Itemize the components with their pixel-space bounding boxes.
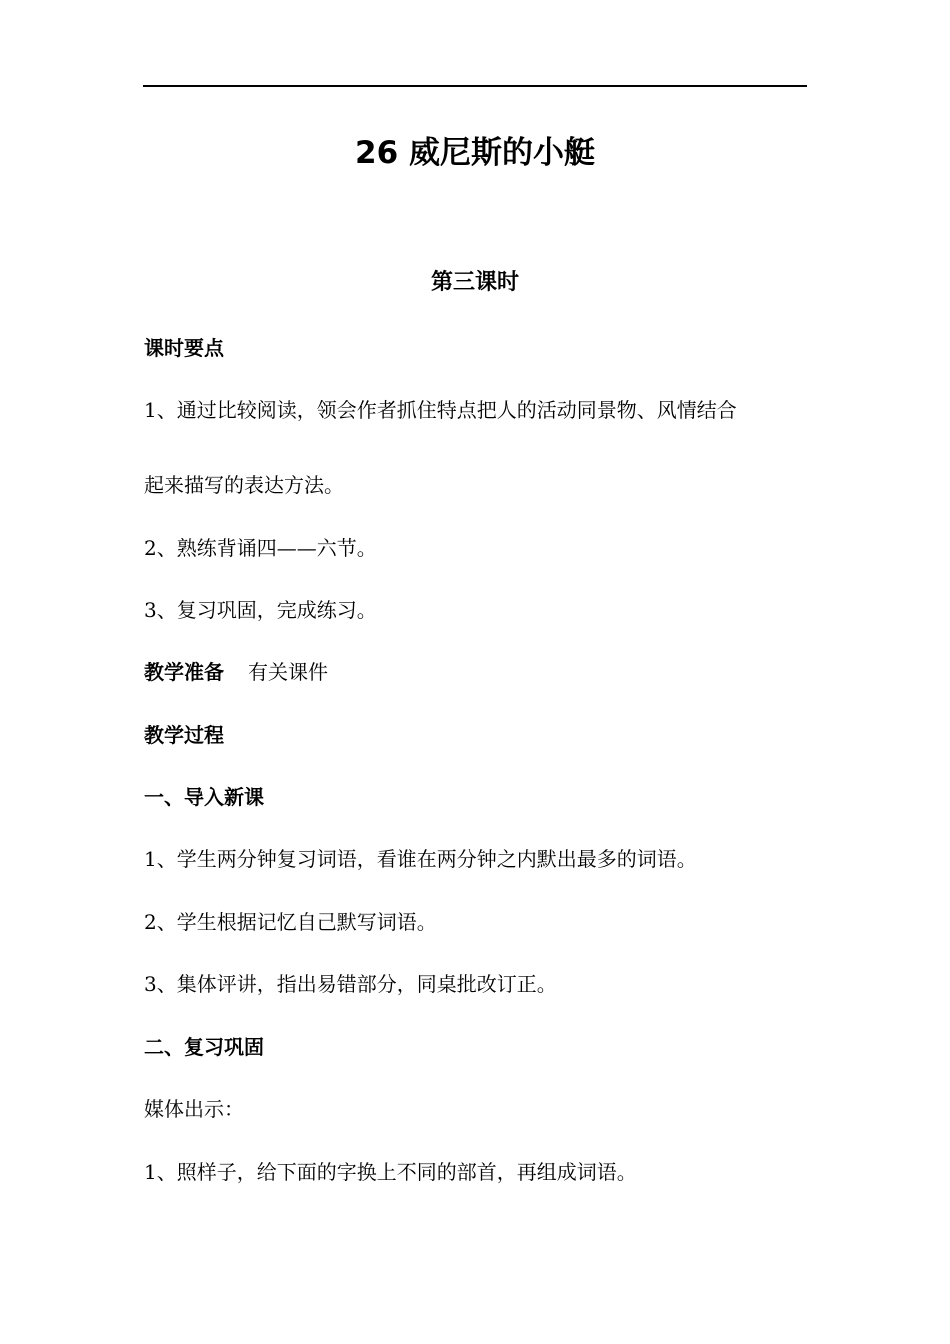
key-point-item: 起来描写的表达方法。 [144, 473, 344, 497]
part-one-item: 3、集体评讲，指出易错部分，同桌批改订正。 [144, 972, 557, 996]
part-two-item: 1、照样子，给下面的字换上不同的部首，再组成词语。 [144, 1160, 637, 1184]
part-two-heading: 二、复习巩固 [144, 1035, 264, 1059]
preparation-line [144, 657, 328, 687]
header-rule [143, 85, 807, 87]
media-label: 媒体出示： [144, 1097, 244, 1121]
key-point-item: 1、通过比较阅读，领会作者抓住特点把人的活动同景物、风情结合 [144, 398, 737, 422]
part-one-heading: 一、导入新课 [144, 785, 264, 809]
preparation-heading: 教学准备 [144, 660, 224, 684]
part-one-item: 1、学生两分钟复习词语，看谁在两分钟之内默出最多的词语。 [144, 847, 697, 871]
key-points-heading: 课时要点 [144, 336, 224, 360]
key-point-item: 2、熟练背诵四——六节。 [144, 536, 377, 560]
part-one-item: 2、学生根据记忆自己默写词语。 [144, 910, 437, 934]
lesson-title: 第三课时 [430, 270, 519, 295]
preparation-value: 有关课件 [248, 660, 328, 684]
process-heading: 教学过程 [144, 723, 224, 747]
document-title: 26 威尼斯的小艇 [355, 135, 595, 171]
key-point-item: 3、复习巩固，完成练习。 [144, 598, 377, 622]
